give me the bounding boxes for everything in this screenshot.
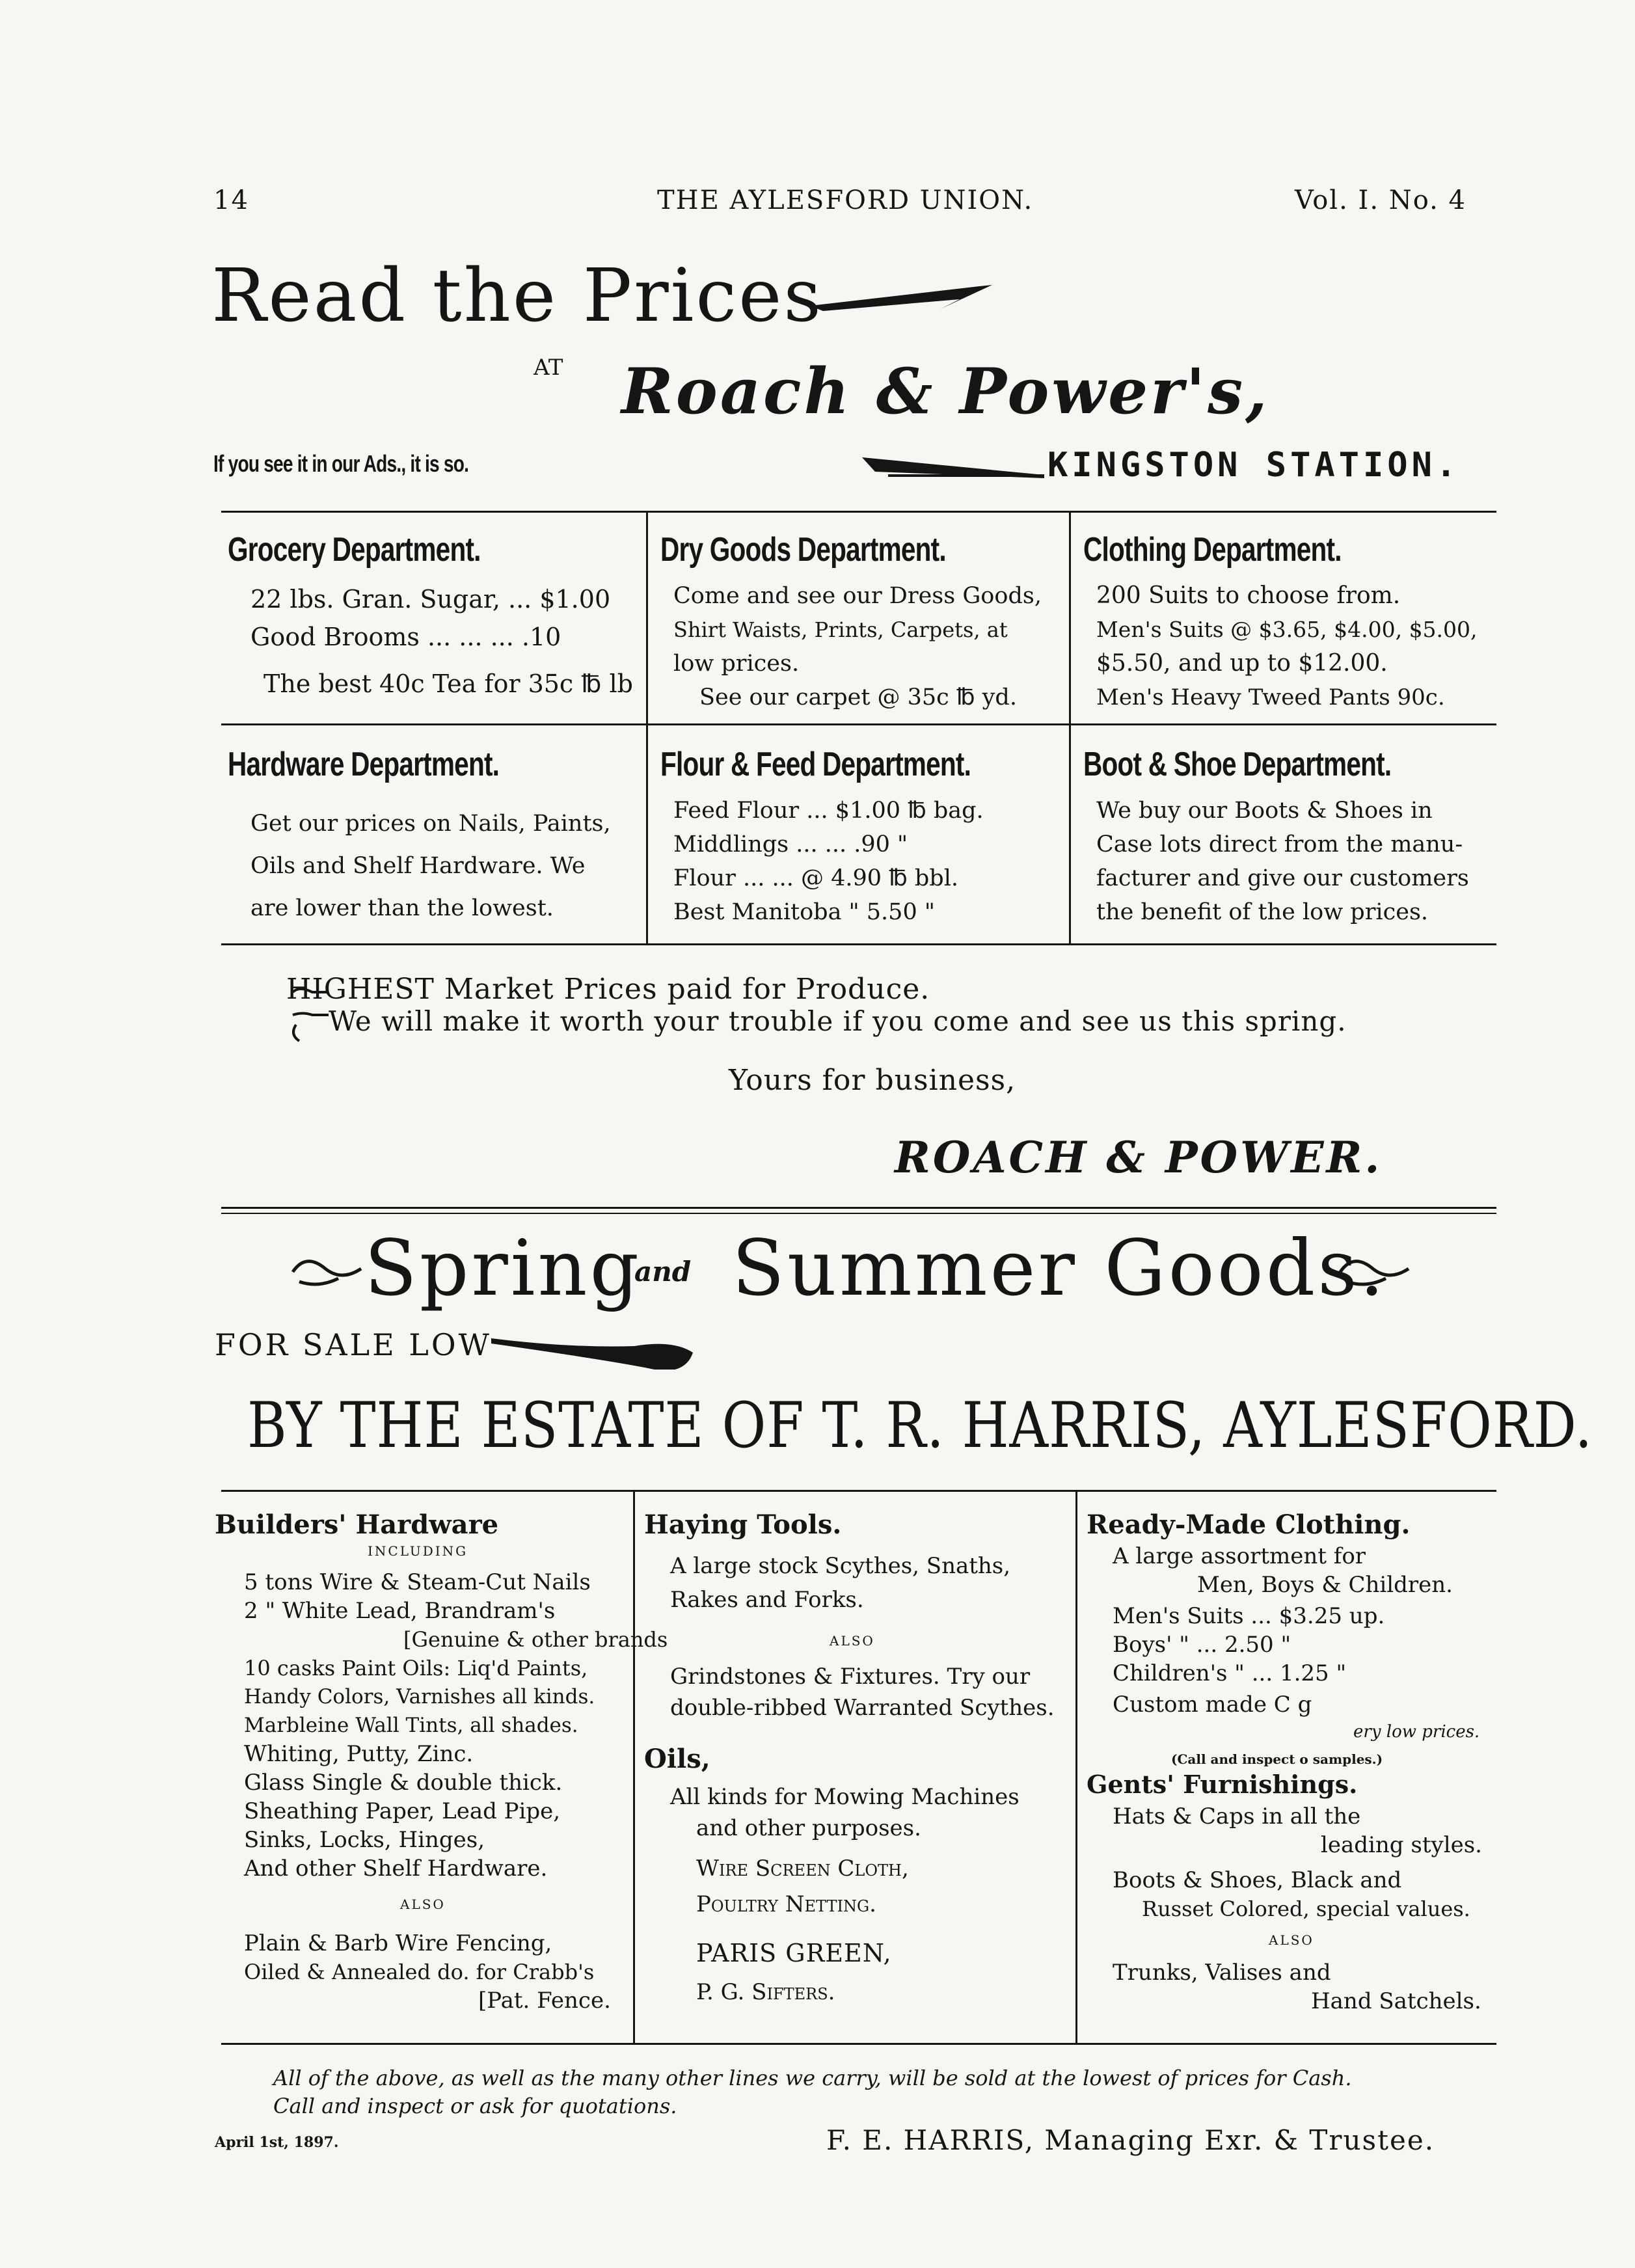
builders-line-10: Sinks, Locks, Hinges, xyxy=(244,1827,485,1853)
builders-line-11: And other Shelf Hardware. xyxy=(244,1856,548,1882)
gents-furnishings-title: Gents' Furnishings. xyxy=(1087,1770,1358,1799)
clothing2-line-6: Custom made C g xyxy=(1113,1692,1312,1718)
oils-line-2: and other purposes. xyxy=(696,1815,921,1841)
including-label: INCLUDING xyxy=(368,1543,468,1559)
builders-also-label: ALSO xyxy=(400,1897,446,1912)
flour-feed-department-title: Flour & Feed Department. xyxy=(660,746,971,783)
ad-slogan: If you see it in our Ads., it is so. xyxy=(213,450,469,477)
grocery-line-2: Good Brooms ... ... ... .10 xyxy=(250,623,561,651)
clothing2-line-3: Men's Suits ... $3.25 up. xyxy=(1113,1603,1385,1629)
builders-line-8: Glass Single & double thick. xyxy=(244,1770,563,1796)
for-sale-low: FOR SALE LOW xyxy=(215,1327,492,1362)
builders-fencing-line-3: [Pat. Fence. xyxy=(478,1988,611,2014)
dry-goods-line-2: Shirt Waists, Prints, Carpets, at xyxy=(673,617,1008,642)
haying-also-label: ALSO xyxy=(830,1633,875,1649)
columns-bottom-rule xyxy=(221,2043,1496,2045)
clothing2-line-1: A large assortment for xyxy=(1113,1543,1366,1569)
haying-line-2: Rakes and Forks. xyxy=(670,1587,864,1613)
clothing-department-title: Clothing Department. xyxy=(1083,531,1342,569)
wire-screen-cloth: Wire Screen Cloth, xyxy=(696,1856,909,1882)
clothing2-line-4: Boys' " ... 2.50 " xyxy=(1113,1632,1291,1658)
flour-feed-line-1: Feed Flour ... $1.00 ℔ bag. xyxy=(673,798,984,824)
oils-line-1: All kinds for Mowing Machines xyxy=(670,1784,1020,1810)
newspaper-title: THE AYLESFORD UNION. xyxy=(657,185,1034,215)
headline-spring: Spring xyxy=(364,1223,642,1313)
builders-line-1: 5 tons Wire & Steam-Cut Nails xyxy=(244,1569,591,1595)
gents-line-1: Hats & Caps in all the xyxy=(1113,1803,1361,1829)
paris-green: PARIS GREEN, xyxy=(696,1939,892,1967)
builders-line-2: 2 " White Lead, Brandram's xyxy=(244,1598,556,1624)
builders-line-7: Whiting, Putty, Zinc. xyxy=(244,1741,474,1767)
clothing-line-3: $5.50, and up to $12.00. xyxy=(1096,650,1388,677)
columns-divider-1 xyxy=(633,1490,635,2043)
haying-tools-title: Haying Tools. xyxy=(644,1509,842,1540)
clothing2-line-8: (Call and inspect o samples.) xyxy=(1171,1751,1383,1767)
page-number: 14 xyxy=(213,185,249,215)
boot-shoe-line-4: the benefit of the low prices. xyxy=(1096,899,1429,925)
closing-line-2: We will make it worth your trouble if you come and see us this spring. xyxy=(329,1005,1347,1037)
builders-line-9: Sheathing Paper, Lead Pipe, xyxy=(244,1798,561,1824)
grocery-department-title: Grocery Department. xyxy=(228,531,481,569)
dry-goods-line-1: Come and see our Dress Goods, xyxy=(673,583,1042,609)
location-kingston-station: KINGSTON STATION. xyxy=(1047,446,1461,485)
ad-date: April 1st, 1897. xyxy=(215,2134,339,2151)
footer-note-line-2: Call and inspect or ask for quotations. xyxy=(273,2094,677,2118)
arrow-pointer-icon xyxy=(862,452,1044,478)
hardware-line-3: are lower than the lowest. xyxy=(250,895,554,921)
columns-divider-2 xyxy=(1075,1490,1077,2043)
clothing2-line-7: ery low prices. xyxy=(1353,1722,1480,1742)
clothing2-line-2: Men, Boys & Children. xyxy=(1197,1572,1453,1598)
hardware-line-1: Get our prices on Nails, Paints, xyxy=(250,811,611,837)
sign-off: Yours for business, xyxy=(729,1064,1016,1097)
clothing-line-2: Men's Suits @ $3.65, $4.00, $5.00, xyxy=(1096,617,1478,642)
builders-line-6: Marbleine Wall Tints, all shades. xyxy=(244,1714,578,1737)
gents-line-3: Boots & Shoes, Black and xyxy=(1113,1867,1402,1893)
clothing2-line-5: Children's " ... 1.25 " xyxy=(1113,1660,1347,1686)
grocery-line-3: The best 40c Tea for 35c ℔ lb xyxy=(263,669,633,698)
closing-line-1: HIGHEST Market Prices paid for Produce. xyxy=(286,973,930,1006)
flour-feed-line-2: Middlings ... ... .90 " xyxy=(673,831,908,857)
grocery-line-1: 22 lbs. Gran. Sugar, ... $1.00 xyxy=(250,585,611,614)
boot-shoe-department-title: Boot & Shoe Department. xyxy=(1083,746,1392,783)
haying-line-4: double-ribbed Warranted Scythes. xyxy=(670,1695,1055,1721)
right-flourish-icon xyxy=(1334,1246,1412,1298)
oils-title: Oils, xyxy=(644,1744,710,1774)
footer-note-line-1: All of the above, as well as the many other lines we carry, will be sold at the lowest of prices for Cash. xyxy=(273,2066,1352,2090)
byline-estate-harris: BY THE ESTATE OF T. R. HARRIS, AYLESFORD. xyxy=(247,1389,1593,1462)
dry-goods-department-title: Dry Goods Department. xyxy=(660,531,946,569)
pointing-hand-icon xyxy=(286,982,332,1047)
grid-top-rule xyxy=(221,511,1496,513)
haying-line-3: Grindstones & Fixtures. Try our xyxy=(670,1664,1031,1690)
clothing-line-4: Men's Heavy Tweed Pants 90c. xyxy=(1096,684,1445,710)
clothing-also-label: ALSO xyxy=(1269,1932,1314,1948)
builders-fencing-line-2: Oiled & Annealed do. for Crabb's xyxy=(244,1960,595,1984)
grid-divider-2 xyxy=(1069,511,1071,943)
left-flourish-icon xyxy=(286,1246,364,1298)
store-name: Roach & Power's, xyxy=(621,355,1270,428)
poultry-netting: Poultry Netting. xyxy=(696,1891,876,1917)
haying-line-1: A large stock Scythes, Snaths, xyxy=(670,1553,1011,1579)
ad-separator-top xyxy=(221,1207,1496,1209)
grid-middle-rule xyxy=(221,723,1496,725)
ad-separator-bottom xyxy=(221,1213,1496,1214)
builders-line-5: Handy Colors, Varnishes all kinds. xyxy=(244,1685,595,1708)
at-label: AT xyxy=(534,355,563,381)
gents-line-4: Russet Colored, special values. xyxy=(1142,1897,1470,1921)
clothing-line-1: 200 Suits to choose from. xyxy=(1096,582,1401,609)
signature-roach-power: ROACH & POWER. xyxy=(895,1132,1383,1183)
hardware-department-title: Hardware Department. xyxy=(228,746,500,783)
dry-goods-line-4: See our carpet @ 35c ℔ yd. xyxy=(699,684,1017,710)
pg-sifters: P. G. Sifters. xyxy=(696,1979,835,2005)
volume-number: Vol. I. No. 4 xyxy=(1295,185,1467,215)
flour-feed-line-3: Flour ... ... @ 4.90 ℔ bbl. xyxy=(673,865,959,891)
boot-shoe-line-1: We buy our Boots & Shoes in xyxy=(1096,798,1433,824)
pointing-plume-icon xyxy=(491,1324,699,1370)
ready-made-clothing-title: Ready-Made Clothing. xyxy=(1087,1509,1411,1540)
builders-line-3: [Genuine & other brands xyxy=(403,1627,668,1652)
dry-goods-line-3: low prices. xyxy=(673,651,800,677)
gents-line-2: leading styles. xyxy=(1321,1832,1482,1858)
trunks-line-1: Trunks, Valises and xyxy=(1113,1960,1331,1986)
boot-shoe-line-2: Case lots direct from the manu- xyxy=(1096,831,1463,857)
grid-bottom-rule xyxy=(221,943,1496,945)
grid-divider-1 xyxy=(646,511,648,943)
headline-read-the-prices: Read the Prices xyxy=(211,254,823,338)
builders-line-4: 10 casks Paint Oils: Liq'd Paints, xyxy=(244,1656,588,1681)
builders-fencing-line-1: Plain & Barb Wire Fencing, xyxy=(244,1930,552,1956)
columns-top-rule xyxy=(221,1490,1496,1492)
headline-and: and xyxy=(634,1256,692,1288)
trunks-line-2: Hand Satchels. xyxy=(1311,1988,1481,2014)
hardware-line-2: Oils and Shelf Hardware. We xyxy=(250,853,586,879)
managing-trustee: F. E. HARRIS, Managing Exr. & Trustee. xyxy=(826,2124,1435,2156)
flour-feed-line-4: Best Manitoba " 5.50 " xyxy=(673,899,935,925)
headline-summer-goods: Summer Goods. xyxy=(732,1223,1387,1313)
boot-shoe-line-3: facturer and give our customers xyxy=(1096,865,1469,891)
builders-hardware-title: Builders' Hardware xyxy=(215,1509,499,1540)
flourish-arrow-icon xyxy=(810,280,992,319)
